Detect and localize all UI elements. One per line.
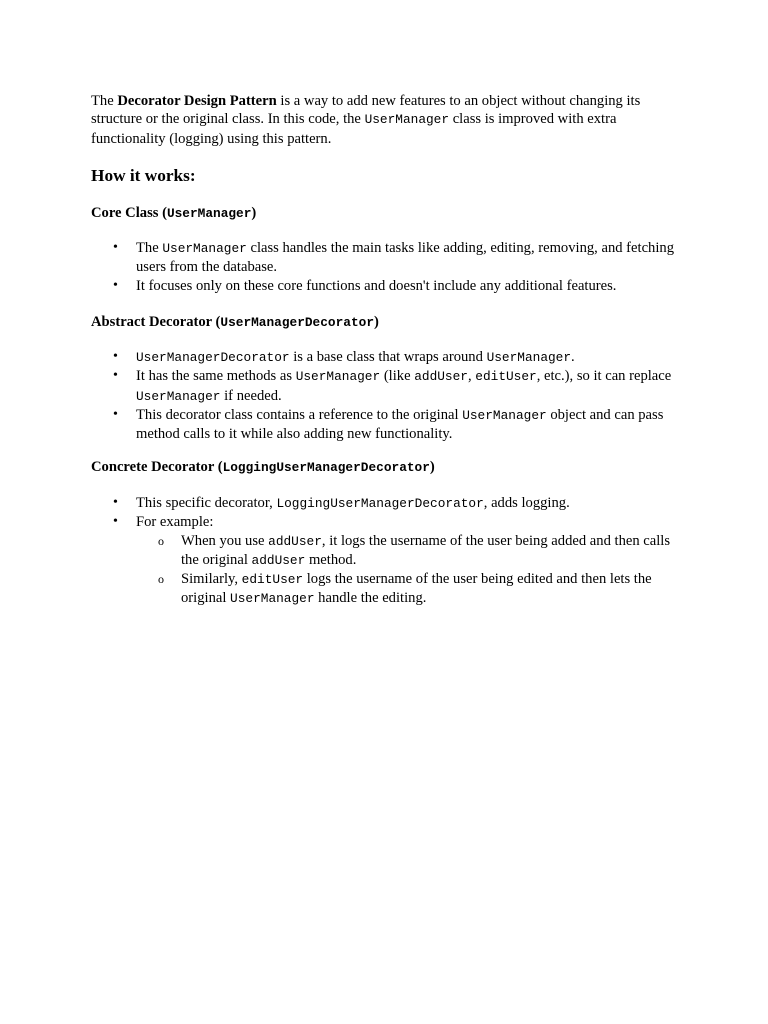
sub-item-1-c: method. — [305, 551, 357, 568]
abstract-item-2-code3: editUser — [475, 369, 537, 385]
list-item — [91, 494, 691, 513]
sub-bullet-icon: o — [158, 533, 164, 548]
concrete-heading-text: Concrete Decorator ( — [91, 459, 223, 475]
sub-item-1-b: , it logs the username of the user being added and then calls the original — [181, 532, 671, 568]
bullet-icon: • — [113, 240, 118, 255]
intro-text-1: The — [91, 93, 118, 109]
bullet-icon: • — [113, 406, 118, 422]
list-item — [91, 277, 691, 295]
sub-item-1-code1: addUser — [268, 533, 322, 549]
concrete-item-2-text: For example: — [136, 514, 214, 531]
intro-code-usermanager: UserManager — [364, 112, 450, 128]
concrete-decorator-heading — [91, 458, 435, 477]
list-item — [91, 406, 691, 444]
document-page — [91, 92, 691, 607]
list-item — [91, 513, 691, 608]
abstract-item-3-a: This decorator class contains a reference to the original — [136, 406, 463, 423]
intro-bold-term: Decorator Design Pattern — [117, 93, 277, 109]
list-item — [91, 367, 691, 406]
abstract-item-1-b: . — [571, 349, 575, 365]
core-heading-close: ) — [251, 205, 257, 221]
core-heading-code: UserManager — [166, 206, 252, 221]
bullet-icon: • — [113, 349, 118, 364]
core-item-1-b: class handles the main tasks like adding, editing, removing, and fetching users from the database. — [136, 240, 675, 276]
abstract-item-2-code2: addUser — [414, 369, 468, 385]
core-class-heading — [91, 204, 256, 223]
abstract-item-3-code1: UserManager — [462, 407, 547, 423]
list-item — [136, 532, 691, 571]
concrete-heading-code: LoggingUserManagerDecorator — [222, 460, 430, 475]
abstract-item-2-code1: UserManager — [295, 369, 381, 385]
abstract-item-2-c: , — [467, 368, 476, 385]
abstract-heading-text: Abstract Decorator ( — [91, 314, 221, 330]
abstract-heading-code: UserManagerDecorator — [220, 315, 374, 330]
concrete-heading-close: ) — [429, 459, 435, 475]
how-it-works-heading: How it works: — [91, 166, 196, 185]
abstract-heading-close: ) — [374, 314, 379, 330]
abstract-item-2-d: , etc.), so it can replace — [536, 368, 672, 385]
concrete-decorator-list — [91, 494, 691, 609]
abstract-item-1-a: is a base class that wraps around — [289, 349, 487, 365]
core-heading-text: Core Class ( — [91, 205, 167, 221]
sub-item-2-b: logs the username of the user being edited and then lets the original — [181, 571, 652, 607]
sub-item-2-code2: UserManager — [230, 591, 315, 607]
abstract-decorator-heading — [91, 313, 379, 332]
bullet-icon: • — [113, 514, 118, 530]
core-item-2-text: It focuses only on these core functions and doesn't include any additional features. — [136, 277, 617, 294]
concrete-item-1-b: , adds logging. — [483, 495, 570, 511]
abstract-item-1-code2: UserManager — [486, 350, 572, 365]
sub-item-1-a: When you use — [181, 532, 269, 549]
abstract-item-2-b: (like — [380, 368, 415, 385]
core-class-list — [91, 239, 691, 295]
intro-text-2: is a way to add new features to an object without changing its structure or the original class. In this code, the — [91, 93, 641, 128]
intro-text-3: class is improved with extra functionality (logging) using this pattern. — [91, 111, 617, 147]
list-item — [91, 348, 691, 367]
sub-item-2-code1: editUser — [241, 572, 304, 588]
bullet-icon: • — [113, 368, 118, 384]
sub-item-2-c: handle the editing. — [314, 590, 427, 607]
sub-item-1-code2: addUser — [251, 552, 306, 568]
bullet-icon: • — [113, 495, 118, 510]
core-item-1-code: UserManager — [162, 241, 247, 256]
abstract-item-3-b: object and can pass method calls to it while also adding new functionality. — [136, 406, 664, 443]
abstract-decorator-list — [91, 348, 691, 443]
core-item-1-a: The — [136, 240, 163, 256]
list-item — [91, 239, 691, 277]
list-item — [136, 570, 691, 609]
intro-paragraph — [91, 92, 691, 148]
concrete-item-1-a: This specific decorator, — [136, 495, 277, 511]
abstract-item-2-code4: UserManager — [136, 388, 221, 404]
abstract-item-2-a: It has the same methods as — [136, 368, 296, 385]
sub-bullet-icon: o — [158, 572, 164, 587]
example-sublist — [136, 532, 691, 609]
concrete-item-1-code1: LoggingUserManagerDecorator — [276, 496, 484, 511]
abstract-item-2-e: if needed. — [220, 387, 282, 404]
sub-item-2-a: Similarly, — [181, 571, 242, 588]
bullet-icon: • — [113, 277, 118, 293]
abstract-item-1-code1: UserManagerDecorator — [136, 350, 290, 365]
